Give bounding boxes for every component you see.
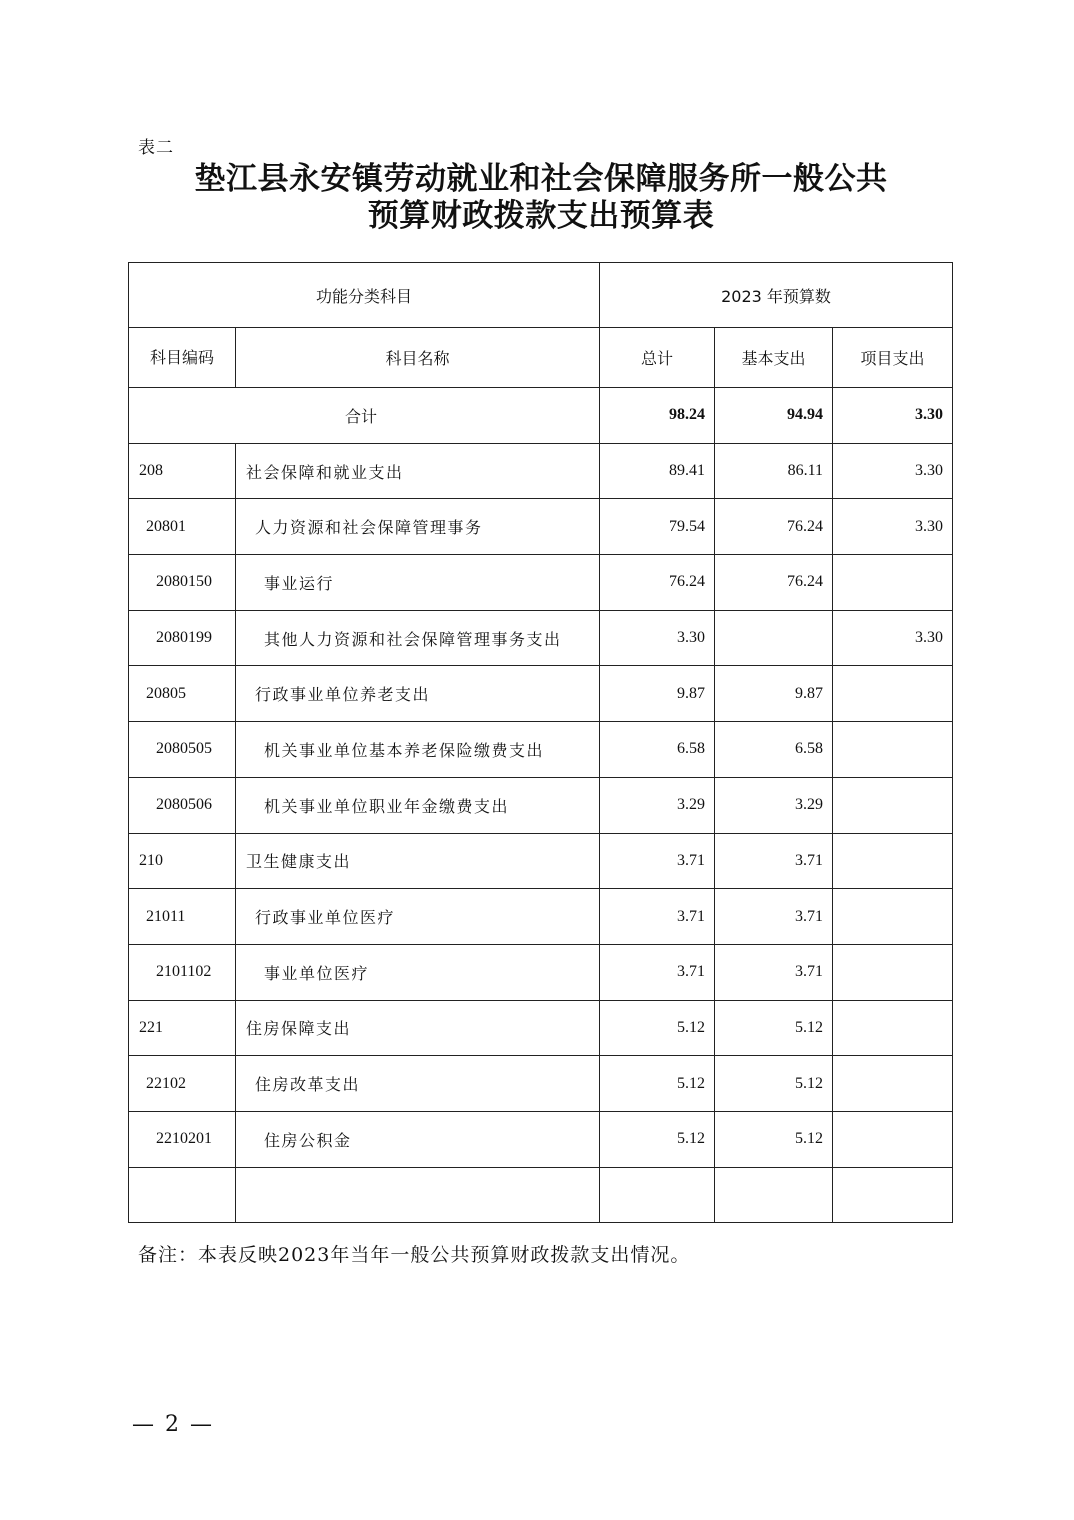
summary-basic: 94.94 bbox=[715, 388, 833, 444]
row-basic: 5.12 bbox=[715, 1111, 833, 1167]
header-project: 项目支出 bbox=[833, 328, 953, 388]
row-total: 3.30 bbox=[600, 610, 715, 666]
row-name: 人力资源和社会保障管理事务 bbox=[236, 499, 600, 555]
budget-table bbox=[128, 262, 953, 1223]
row-name: 住房保障支出 bbox=[236, 1000, 600, 1056]
row-project: 3.30 bbox=[833, 499, 953, 555]
row-total: 5.12 bbox=[600, 1111, 715, 1167]
table-row bbox=[129, 443, 953, 499]
row-project bbox=[833, 666, 953, 722]
row-total: 9.87 bbox=[600, 666, 715, 722]
row-name bbox=[236, 1167, 600, 1223]
row-basic: 76.24 bbox=[715, 499, 833, 555]
header-basic: 基本支出 bbox=[715, 328, 833, 388]
row-project bbox=[833, 833, 953, 889]
table-row bbox=[129, 722, 953, 778]
row-code: 21011 bbox=[129, 889, 236, 945]
row-total: 5.12 bbox=[600, 1056, 715, 1112]
row-code: 2080506 bbox=[129, 777, 236, 833]
row-total: 3.71 bbox=[600, 833, 715, 889]
row-total: 6.58 bbox=[600, 722, 715, 778]
row-total: 3.71 bbox=[600, 944, 715, 1000]
table-row bbox=[129, 833, 953, 889]
row-name: 住房公积金 bbox=[236, 1111, 600, 1167]
row-basic: 3.71 bbox=[715, 833, 833, 889]
row-basic: 5.12 bbox=[715, 1000, 833, 1056]
row-code: 2080505 bbox=[129, 722, 236, 778]
document-title-line2: 预算财政拨款支出预算表 bbox=[367, 198, 715, 234]
table-row bbox=[129, 610, 953, 666]
table-row bbox=[129, 944, 953, 1000]
row-project bbox=[833, 1000, 953, 1056]
table-row bbox=[129, 555, 953, 611]
row-code: 221 bbox=[129, 1000, 236, 1056]
row-code: 20805 bbox=[129, 666, 236, 722]
summary-label: 合计 bbox=[129, 388, 600, 444]
summary-row bbox=[129, 388, 953, 444]
table-row bbox=[129, 1167, 953, 1223]
row-name: 行政事业单位医疗 bbox=[236, 889, 600, 945]
row-code: 2210201 bbox=[129, 1111, 236, 1167]
row-name: 住房改革支出 bbox=[236, 1056, 600, 1112]
row-total: 5.12 bbox=[600, 1000, 715, 1056]
header-row-1 bbox=[129, 263, 953, 328]
row-code: 22102 bbox=[129, 1056, 236, 1112]
row-code: 208 bbox=[129, 443, 236, 499]
row-code bbox=[129, 1167, 236, 1223]
page-number: — 2 — bbox=[132, 1412, 214, 1437]
row-code: 2080150 bbox=[129, 555, 236, 611]
header-name: 科目名称 bbox=[236, 328, 600, 388]
row-total bbox=[600, 1167, 715, 1223]
row-basic: 3.29 bbox=[715, 777, 833, 833]
header-total: 总计 bbox=[600, 328, 715, 388]
summary-project: 3.30 bbox=[833, 388, 953, 444]
table-row bbox=[129, 1000, 953, 1056]
row-project: 3.30 bbox=[833, 610, 953, 666]
row-project bbox=[833, 944, 953, 1000]
row-project bbox=[833, 1111, 953, 1167]
row-project bbox=[833, 1167, 953, 1223]
table-row bbox=[129, 889, 953, 945]
row-project bbox=[833, 889, 953, 945]
row-name: 机关事业单位基本养老保险缴费支出 bbox=[236, 722, 600, 778]
header-code: 科目编码 bbox=[129, 328, 236, 388]
table-row bbox=[129, 666, 953, 722]
row-name: 行政事业单位养老支出 bbox=[236, 666, 600, 722]
row-basic bbox=[715, 610, 833, 666]
row-basic: 3.71 bbox=[715, 944, 833, 1000]
row-code: 210 bbox=[129, 833, 236, 889]
row-total: 76.24 bbox=[600, 555, 715, 611]
table-row bbox=[129, 1111, 953, 1167]
row-basic bbox=[715, 1167, 833, 1223]
row-code: 2080199 bbox=[129, 610, 236, 666]
row-basic: 3.71 bbox=[715, 889, 833, 945]
document-title-line1: 垫江县永安镇劳动就业和社会保障服务所一般公共 bbox=[194, 161, 888, 197]
row-name: 社会保障和就业支出 bbox=[236, 443, 600, 499]
row-project bbox=[833, 555, 953, 611]
row-project bbox=[833, 1056, 953, 1112]
row-total: 89.41 bbox=[600, 443, 715, 499]
row-basic: 9.87 bbox=[715, 666, 833, 722]
summary-total: 98.24 bbox=[600, 388, 715, 444]
row-name: 事业运行 bbox=[236, 555, 600, 611]
table-row bbox=[129, 777, 953, 833]
row-basic: 86.11 bbox=[715, 443, 833, 499]
row-total: 3.29 bbox=[600, 777, 715, 833]
header-category: 功能分类科目 bbox=[129, 263, 600, 328]
row-name: 机关事业单位职业年金缴费支出 bbox=[236, 777, 600, 833]
row-project: 3.30 bbox=[833, 443, 953, 499]
row-name: 其他人力资源和社会保障管理事务支出 bbox=[236, 610, 600, 666]
table-row bbox=[129, 499, 953, 555]
row-total: 3.71 bbox=[600, 889, 715, 945]
row-project bbox=[833, 777, 953, 833]
header-year-budget: 2023 年预算数 bbox=[600, 263, 953, 328]
row-total: 79.54 bbox=[600, 499, 715, 555]
row-code: 2101102 bbox=[129, 944, 236, 1000]
row-project bbox=[833, 722, 953, 778]
row-basic: 6.58 bbox=[715, 722, 833, 778]
table-row bbox=[129, 1056, 953, 1112]
row-name: 卫生健康支出 bbox=[236, 833, 600, 889]
footnote: 备注：本表反映2023年当年一般公共预算财政拨款支出情况。 bbox=[138, 1244, 691, 1266]
row-basic: 5.12 bbox=[715, 1056, 833, 1112]
row-basic: 76.24 bbox=[715, 555, 833, 611]
header-row-2 bbox=[129, 328, 953, 388]
row-code: 20801 bbox=[129, 499, 236, 555]
table-label: 表二 bbox=[138, 138, 174, 158]
row-name: 事业单位医疗 bbox=[236, 944, 600, 1000]
